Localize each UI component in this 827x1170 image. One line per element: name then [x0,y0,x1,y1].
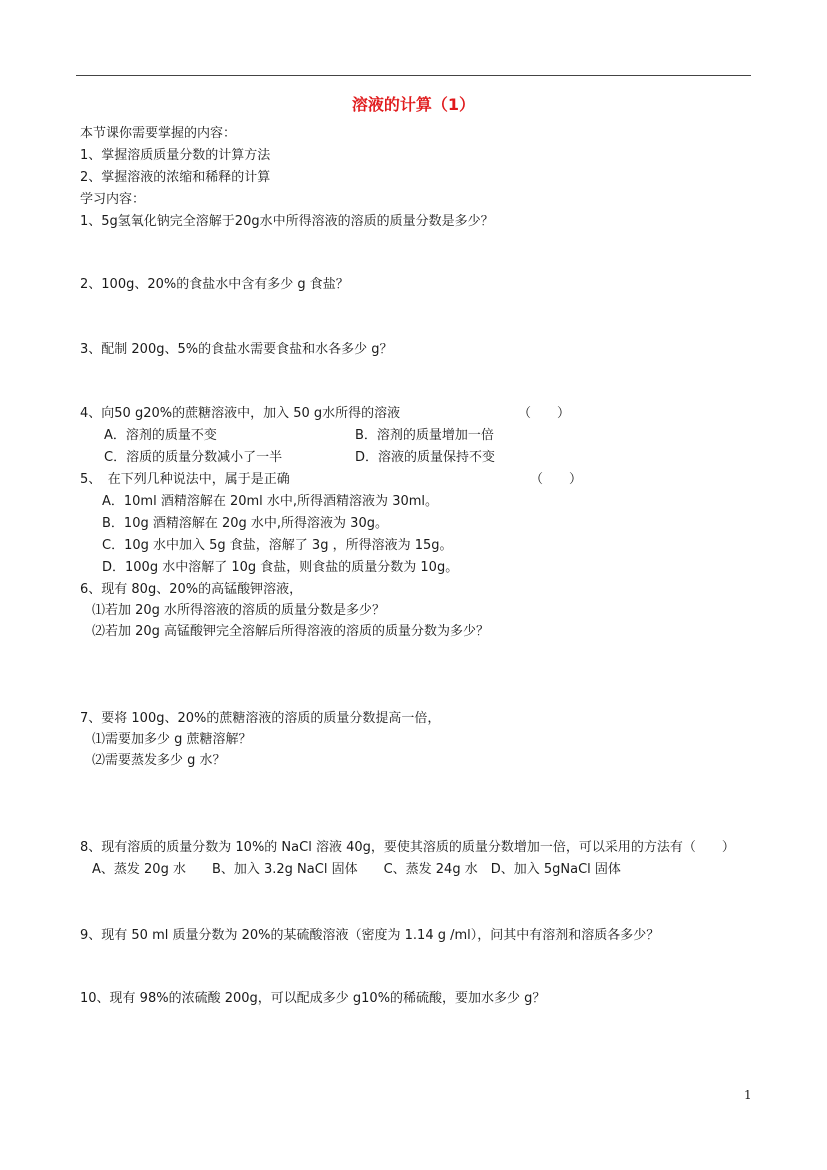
question-5-option-d: D．100g 水中溶解了 10g 食盐，则食盐的质量分数为 10g。 [102,560,459,575]
question-4-option-b: B．溶剂的质量增加一倍 [355,428,494,443]
question-7-stem: 7、要将 100g、20%的蔗糖溶液的溶质的质量分数提高一倍， [80,711,441,726]
question-6-part-1: ⑴若加 20g 水所得溶液的溶质的质量分数是多少？ [92,603,386,618]
page-title: 溶液的计算（1） [351,95,476,114]
study-heading: 学习内容： [80,192,146,207]
question-5-option-b: B．10g 酒精溶解在 20g 水中,所得溶液为 30g。 [102,516,388,531]
question-7-part-1: ⑴需要加多少 g 蔗糖溶解？ [92,732,252,747]
question-4-option-c: C．溶质的质量分数减小了一半 [104,450,283,465]
question-7-part-2: ⑵需要蒸发多少 g 水？ [92,753,226,768]
goal-1: 1、掌握溶质质量分数的计算方法 [80,148,271,163]
question-5-answer-blank: （ ） [530,472,583,487]
question-4-option-a: A．溶剂的质量不变 [104,428,217,443]
question-9: 9、现有 50 ml 质量分数为 20%的某硫酸溶液（密度为 1.14 g /ml），问其中有溶剂和溶质各多少？ [80,928,660,943]
question-4-stem: 4、向50 g20%的蔗糖溶液中，加入 50 g水所得的溶液 [80,406,401,421]
question-3: 3、配制 200g、5%的食盐水需要食盐和水各多少 g？ [80,342,393,357]
question-8-options: A、蒸发 20g 水 B、加入 3.2g NaCl 固体 C、蒸发 24g 水 D、加入 5gNaCl 固体 [92,862,621,877]
question-4-answer-blank: （ ） [518,406,571,421]
question-5-stem: 5、 在下列几种说法中，属于是正确 [80,472,290,487]
question-6-part-2: ⑵若加 20g 高锰酸钾完全溶解后所得溶液的溶质的质量分数为多少？ [92,624,490,639]
question-5-option-c: C．10g 水中加入 5g 食盐，溶解了 3g ，所得溶液为 15g。 [102,538,453,553]
question-8-stem: 8、现有溶质的质量分数为 10%的 NaCl 溶液 40g，要使其溶质的质量分数增加一倍，可以采用的方法有（ ） [80,840,735,855]
question-10: 10、现有 98%的浓硫酸 200g，可以配成多少 g10%的稀硫酸，要加水多少 g？ [80,991,546,1006]
question-6-stem: 6、现有 80g、20%的高锰酸钾溶液， [80,582,303,597]
intro-heading: 本节课你需要掌握的内容： [80,126,237,141]
question-4-option-d: D．溶液的质量保持不变 [355,450,496,465]
question-5-option-a: A．10ml 酒精溶解在 20ml 水中,所得酒精溶液为 30ml。 [102,494,439,509]
goal-2: 2、掌握溶液的浓缩和稀释的计算 [80,170,271,185]
page-number: 1 [744,1088,752,1102]
header-rule [76,75,751,76]
question-2: 2、100g、20%的食盐水中含有多少 g 食盐？ [80,277,349,292]
question-1: 1、5g氢氧化钠完全溶解于20g水中所得溶液的溶质的质量分数是多少？ [80,214,494,229]
